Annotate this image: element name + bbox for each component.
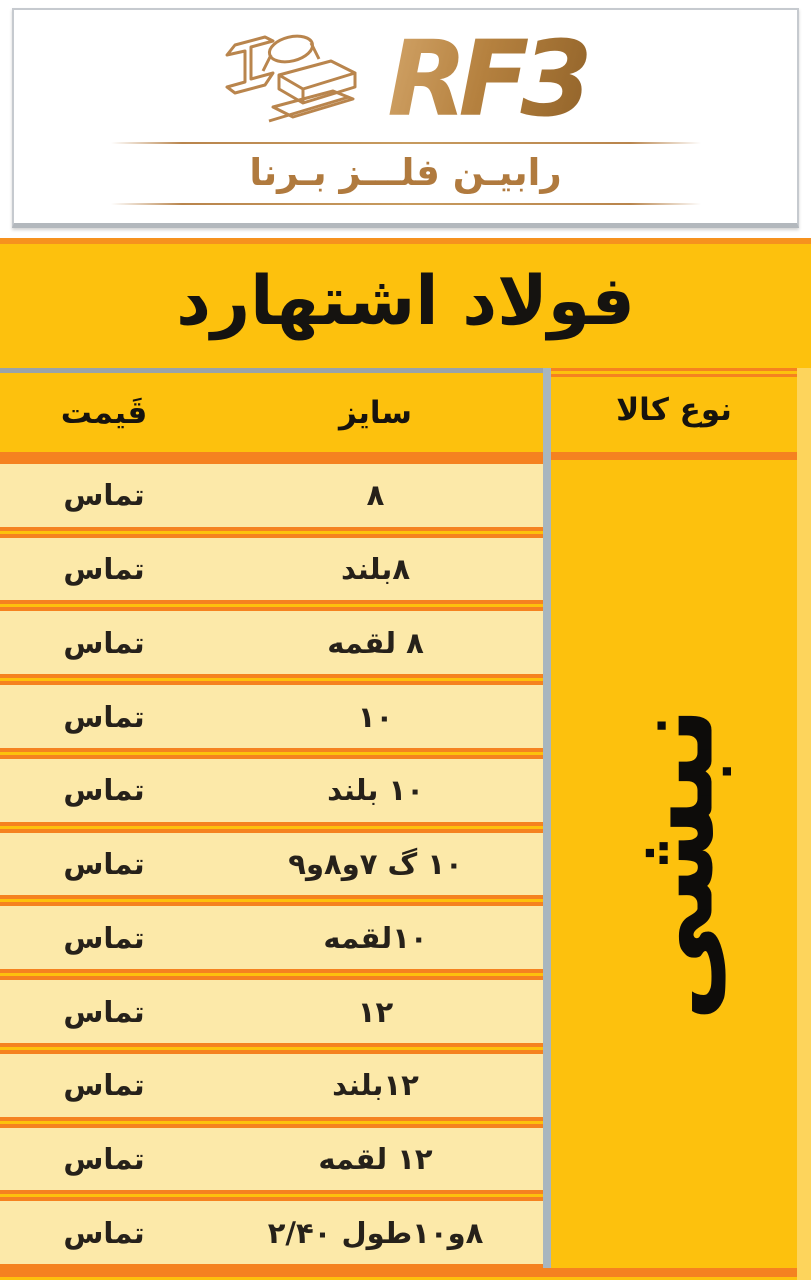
header-size: سایز <box>338 394 413 431</box>
table-row <box>0 976 543 1047</box>
table-row <box>0 534 543 605</box>
size-value: ۱۰ گ ۷و۸و۹ <box>288 847 463 882</box>
header-underline-right <box>551 452 797 460</box>
logo-rule-bottom <box>111 203 701 205</box>
table-row <box>0 1197 543 1268</box>
price-value: تماس <box>63 625 145 660</box>
header-price: قَیمت <box>60 394 148 431</box>
header-underline-left <box>0 452 543 460</box>
table-row <box>0 1050 543 1121</box>
size-value: ۸ <box>366 478 385 513</box>
content-area <box>0 238 811 1280</box>
price-value: تماس <box>63 920 145 955</box>
size-value: ۸بلند <box>340 552 411 587</box>
price-value: تماس <box>63 552 145 587</box>
bottom-line <box>0 1268 797 1277</box>
steel-products-icon <box>213 27 373 131</box>
logo-box <box>12 8 799 228</box>
size-value: ۱۰ بلند <box>327 773 424 808</box>
size-value: ۱۲ لقمه <box>318 1141 433 1176</box>
page-title: فولاد اشتهارد <box>176 262 635 341</box>
product-type-label: نبشی <box>609 706 739 1022</box>
header-product-type-cell <box>551 368 797 452</box>
price-value: تماس <box>63 1215 145 1250</box>
price-table <box>0 368 811 1280</box>
table-row <box>0 829 543 900</box>
rows-container <box>0 460 543 1268</box>
price-value: تماس <box>63 994 145 1029</box>
size-value: ۱۰لقمه <box>323 920 428 955</box>
right-edge-strip <box>797 368 811 1280</box>
table-header-row <box>0 368 543 452</box>
table-row <box>0 460 543 531</box>
table-row <box>0 755 543 826</box>
logo-monogram: RF3 <box>387 27 598 131</box>
price-value: تماس <box>63 699 145 734</box>
column-divider <box>543 368 551 1268</box>
size-value: ۸و۱۰طول ۲/۴۰ <box>267 1215 484 1250</box>
table-row <box>0 1124 543 1195</box>
price-value: تماس <box>63 1141 145 1176</box>
table-row <box>0 902 543 973</box>
price-value: تماس <box>63 773 145 808</box>
size-value: ۱۲ <box>357 994 394 1029</box>
price-value: تماس <box>63 847 145 882</box>
price-value: تماس <box>63 1068 145 1103</box>
logo-band <box>0 0 811 238</box>
table-row <box>0 607 543 678</box>
header-product-type: نوع کالا <box>616 392 732 428</box>
size-value: ۸ لقمه <box>327 625 424 660</box>
size-value: ۱۲بلند <box>332 1068 419 1103</box>
brand-name-farsi: رابیـن فلـــز بـرنا <box>249 151 562 195</box>
table-row <box>0 681 543 752</box>
logo-rule-top <box>111 142 701 144</box>
size-value: ۱۰ <box>357 699 394 734</box>
logo-top-row <box>213 18 598 141</box>
product-type-cell <box>551 460 797 1268</box>
price-value: تماس <box>63 478 145 513</box>
